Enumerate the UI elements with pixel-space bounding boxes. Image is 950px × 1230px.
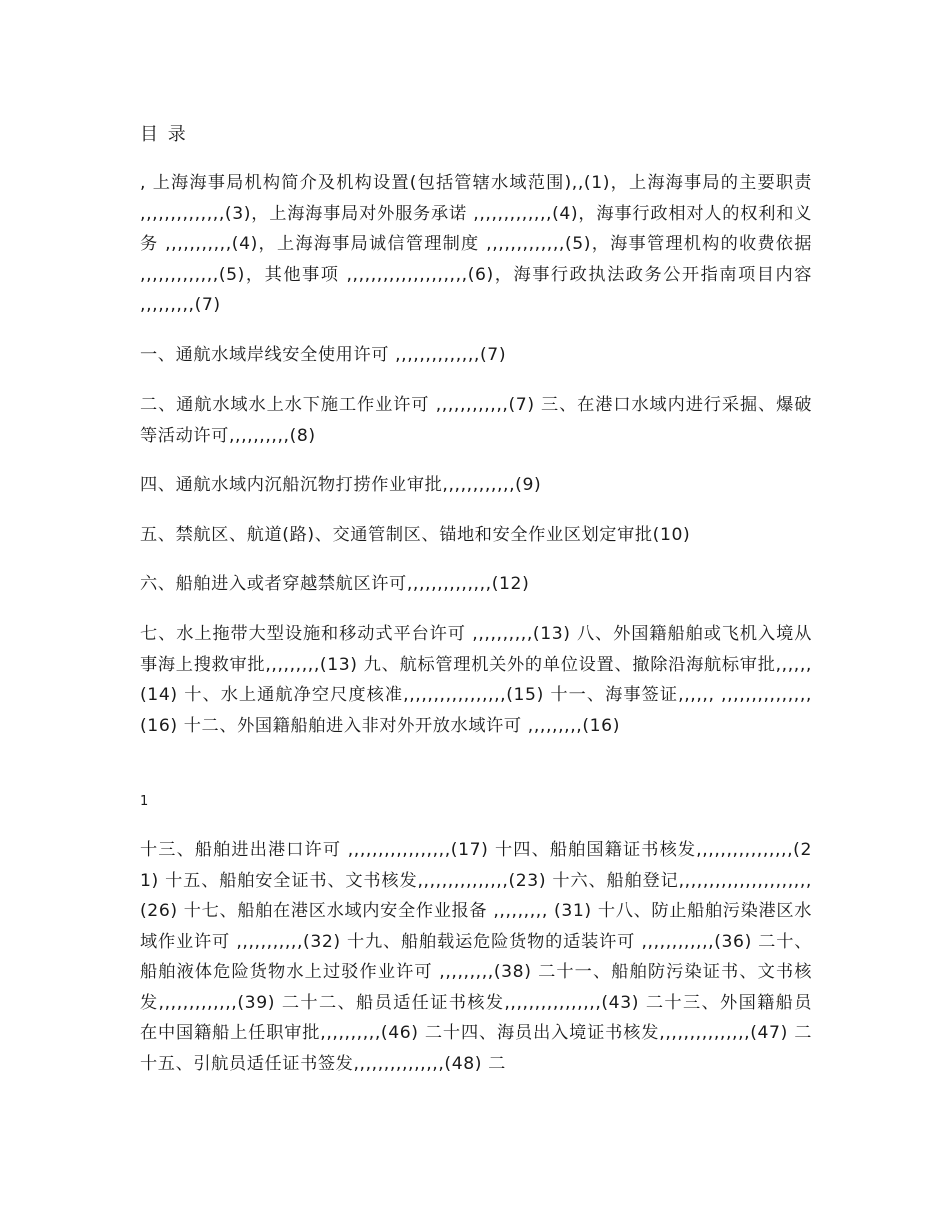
page-number: 1 bbox=[140, 794, 149, 809]
toc-block-intro: , 上海海事局机构简介及机构设置(包括管辖水域范围),,(1)，上海海事局的主要职责 ,,,,,,,,,,,,,,(3)，上海海事局对外服务承诺 ,,,,,,,,,,,,,(4)，海事行政相对人的权利和义务 ,,,,,,,,,,,(4)，上海海事局诚信管理制度 ,,,,,,,,,,,,,(5)，海事管理机构的收费依据 ,,,,,,,,,,,,,(5)，其他事项 ,,,,,,,,,,,,,,,,,,,,(6)，海事行政执法政务公开指南项目内容 ,,,,,,,,,(7) bbox=[140, 173, 812, 315]
toc-block-items-13-25: 十三、船舶进出港口许可 ,,,,,,,,,,,,,,,,,(17) 十四、船舶国籍证书核发,,,,,,,,,,,,,,,,(21) 十五、船舶安全证书、文书核发,,,,,,,,,,,,,,,(23) 十六、船舶登记,,,,,,,,,,,,,,,,,,,,,,(26) 十七、船舶在港区水域内安全作业报备 ,,,,,,,,, (31) 十八、防止船舶污染港区水域作业许可 ,,,,,,,,,,,(32) 十九、船舶载运危险货物的适装许可 ,,,,,,,,,,,,(36) 二十、船舶液体危险货物水上过驳作业许可 ,,,,,,,,,(38) 二十一、船舶防污染证书、文书核发,,,,,,,,,,,,,(39) 二十二、船员适任证书核发,,,,,,,,,,,,,,,,(43) 二十三、外国籍船员在中国籍船上任职审批,,,,,,,,,,(46) 二十四、海员出入境证书核发,,,,,,,,,,,,,,,(47) 二十五、引航员适任证书签发,,,,,,,,,,,,,,,(48) 二 bbox=[140, 840, 812, 1074]
toc-title: 目 录 bbox=[140, 124, 188, 145]
toc-block-item-1: 一、通航水域岸线安全使用许可 ,,,,,,,,,,,,,,(7) bbox=[140, 345, 507, 365]
toc-block-item-6: 六、船舶进入或者穿越禁航区许可,,,,,,,,,,,,,,(12) bbox=[140, 574, 530, 594]
toc-block-item-5: 五、禁航区、航道(路)、交通管制区、锚地和安全作业区划定审批(10) bbox=[140, 525, 691, 545]
toc-block-item-4: 四、通航水域内沉船沉物打捞作业审批,,,,,,,,,,,,(9) bbox=[140, 475, 542, 495]
toc-block-items-2-3: 二、通航水域水上水下施工作业许可 ,,,,,,,,,,,,(7) 三、在港口水域内进行采掘、爆破等活动许可,,,,,,,,,,(8) bbox=[140, 395, 812, 446]
toc-block-items-7-12: 七、水上拖带大型设施和移动式平台许可 ,,,,,,,,,,(13) 八、外国籍船舶或飞机入境从事海上搜救审批,,,,,,,,,(13) 九、航标管理机关外的单位设置、撤除沿海航标审批,,,,,,(14) 十、水上通航净空尺度核准,,,,,,,,,,,,,,,,,(15) 十一、海事签证,,,,,, ,,,,,,,,,,,,,,,(16) 十二、外国籍船舶进入非对外开放水域许可 ,,,,,,,,,(16) bbox=[140, 624, 812, 736]
